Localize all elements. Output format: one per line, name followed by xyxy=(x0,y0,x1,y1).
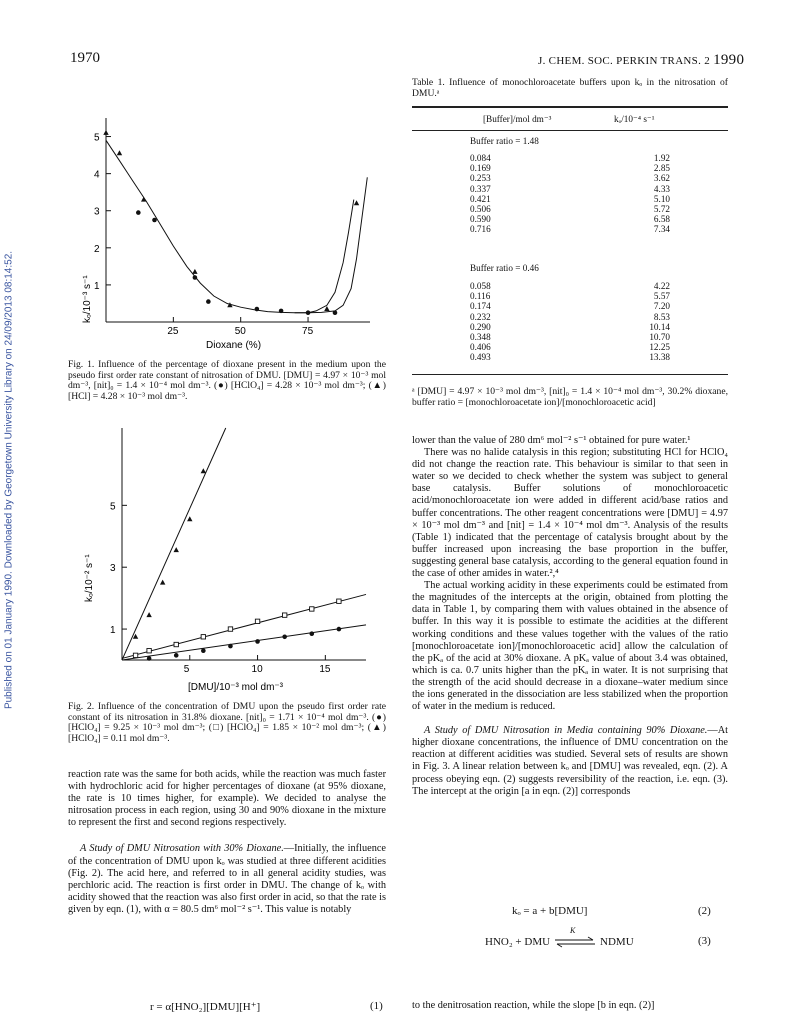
table-group-label: Buffer ratio = 1.48 xyxy=(470,136,539,146)
section-heading: A Study of DMU Nitrosation in Media containing 90% Dioxane. xyxy=(424,725,708,737)
data-point-triangle xyxy=(117,150,122,155)
data-point-circle xyxy=(206,299,211,304)
y-tick-label: 3 xyxy=(94,206,100,218)
data-point-circle xyxy=(333,310,338,315)
table-cell-buffer: 0.084 xyxy=(470,153,491,163)
x-tick-label: 5 xyxy=(183,664,190,675)
data-point-circle xyxy=(337,627,342,632)
data-point-triangle xyxy=(192,269,197,274)
table-cell-buffer: 0.506 xyxy=(470,204,491,215)
x-tick-label: 10 xyxy=(251,664,263,675)
table-col2-header: kₒ/10⁻⁴ s⁻¹ xyxy=(614,114,655,124)
data-point-circle xyxy=(152,218,157,223)
equilibrium-constant: K xyxy=(570,926,576,935)
table-cell-k: 12.25 xyxy=(649,342,670,353)
paragraph-body: —Initially, the influence of the concentration of DMU upon kₒ was studied at three different acidities (Fig. 2). The acid here, and referred to in all general acidity studies, was perchloric acid. The reaction is first order in DMU. The change of kₒ with acidity showed that the reaction was also first order in acid, so that the rate is given by eqn. (1), with α = 80.5 dm⁶ mol⁻² s⁻¹. This value is notably xyxy=(68,843,386,915)
table-cell-k: 5.57 xyxy=(653,291,670,302)
table-cell-k: 5.10 xyxy=(653,193,670,204)
data-point-triangle xyxy=(146,612,151,617)
table-row xyxy=(470,163,670,173)
paragraph-body: —At higher dioxane concentrations, the influence of DMU concentration on the reaction at different acidities was studied. Several sets of results are shown in Fig. 3. A linear relation between kₒ and [DMU] was revealed, eqn. (2). A process obeying eqn. (2) suggests reversibility of the reaction, i.e. eqn. (3). The intercept at the origin [a in eqn. (2)] corresponds xyxy=(412,725,728,797)
y-tick-label: 1 xyxy=(110,625,116,637)
figure-1-curves xyxy=(106,140,367,312)
table-cell-k: 1.92 xyxy=(653,153,670,163)
data-point-square xyxy=(310,607,314,611)
data-point-circle xyxy=(255,639,260,644)
data-point-triangle xyxy=(187,516,192,521)
equation-1-number: (1) xyxy=(370,1000,383,1012)
table-cell-buffer: 0.716 xyxy=(470,224,491,235)
data-point-triangle xyxy=(174,547,179,552)
table-row xyxy=(470,301,670,311)
x-tick-label: 25 xyxy=(167,326,179,337)
data-point-square xyxy=(337,599,341,603)
figure-2-fit-lines xyxy=(122,428,366,660)
data-point-square xyxy=(228,627,232,631)
table-cell-buffer: 0.590 xyxy=(470,214,491,225)
y-tick-label: 3 xyxy=(110,563,116,575)
journal-name: J. CHEM. SOC. PERKIN TRANS. 2 xyxy=(538,55,710,67)
table-row xyxy=(470,312,670,322)
equation-1: r = α[HNO₂][DMU][H⁺] xyxy=(150,1001,261,1013)
table-row xyxy=(470,291,670,301)
y-tick-label: 5 xyxy=(94,132,100,144)
table-row xyxy=(470,194,670,204)
equation-3 xyxy=(485,926,634,952)
table-cell-k: 5.72 xyxy=(653,204,670,215)
table-group-label: Buffer ratio = 0.46 xyxy=(470,263,539,273)
left-column-text xyxy=(68,769,386,916)
table-cell-buffer: 0.169 xyxy=(470,163,491,174)
download-watermark xyxy=(2,150,16,810)
paragraph: The actual working acidity in these experiments could be estimated from the magnitudes of the intercepts at the origin, obtained from plotting the data in Table 1, by comparing them with values obtained in the absence of buffer. In this way it is possible to estimate the acidities at the different working conditions and these values together with the values of the ratio [monochloroacetate ion]/[monochloroacetic acid] allow the calculation of the pKₐ of the acid at 30% dioxane. A pKₐ value of about 3.4 was obtained, which is ca. 0.7 units higher than the pKₐ in water. It is not surprising that the strength of the acid should decrease in a dioxane–water medium since the ions generated in the dissociation are less stabilized when the proportion of water in the medium is reduced. xyxy=(412,580,728,713)
table-col1-header: [Buffer]/mol dm⁻³ xyxy=(483,114,552,124)
table-1-title: Table 1. Influence of monochloroacetate buffers upon kₒ in the nitrosation of DMU.ᵃ xyxy=(412,77,728,99)
data-point-circle xyxy=(306,310,311,315)
data-point-square xyxy=(147,649,151,653)
figure-1-markers xyxy=(103,130,359,315)
table-group-2 xyxy=(470,281,670,363)
equation-3-left: HNO₂ + DMU xyxy=(485,936,551,948)
figure-2-plot xyxy=(70,422,390,694)
equation-3-right: NDMU xyxy=(600,936,634,948)
figure-2-xlabel: [DMU]/10⁻³ mol dm⁻³ xyxy=(188,682,284,693)
table-cell-k: 7.34 xyxy=(653,224,670,235)
data-point-circle xyxy=(136,210,141,215)
figure-1-xlabel: Dioxane (%) xyxy=(206,340,262,351)
fit-line xyxy=(122,594,366,658)
right-column-text xyxy=(412,435,728,798)
table-cell-buffer: 0.337 xyxy=(470,183,491,194)
figure-1-plot xyxy=(70,100,390,352)
table-cell-k: 4.33 xyxy=(653,183,670,194)
table-row xyxy=(470,224,670,234)
table-row xyxy=(470,322,670,332)
figure-2-ylabel: kₒ/10⁻² s⁻¹ xyxy=(84,554,95,602)
table-cell-buffer: 0.116 xyxy=(470,291,491,302)
table-row xyxy=(470,173,670,183)
data-point-circle xyxy=(201,648,206,653)
table-row xyxy=(470,153,670,163)
paragraph: reaction rate was the same for both acids, while the reaction was much faster with hydrochloric acid for higher percentages of dioxane (at 95% dioxane, the rate is 10 times higher, for example). We decided to analyse the nitrosation process in each region, using 30 and 90% dioxane in the mixture to represent the first and second regions respectively. xyxy=(68,769,386,829)
table-group-1 xyxy=(470,153,670,235)
data-point-square xyxy=(174,642,178,646)
data-point-square xyxy=(255,619,259,623)
x-tick-label: 50 xyxy=(234,326,246,337)
data-point-circle xyxy=(174,653,179,658)
table-cell-k: 8.53 xyxy=(653,311,670,322)
x-tick-label: 75 xyxy=(302,326,314,337)
table-row xyxy=(470,204,670,214)
table-1-footnote: ᵃ [DMU] = 4.97 × 10⁻³ mol dm⁻³, [nit]₀ = 1.4 × 10⁻⁴ mol dm⁻³, 30.2% dioxane, buffer ratio = [monochloroacetate ion]/[monochloroacetic acid] xyxy=(412,386,728,408)
figure-1-tick-labels xyxy=(94,133,314,337)
data-point-square xyxy=(282,613,286,617)
table-cell-k: 3.62 xyxy=(653,173,670,184)
fit-line xyxy=(122,428,226,660)
table-cell-buffer: 0.174 xyxy=(470,301,491,312)
figure-2-axes xyxy=(122,428,366,660)
journal-year: 1990 xyxy=(713,52,745,68)
data-point-triangle xyxy=(160,580,165,585)
paragraph-continued: to the denitrosation reaction, while the slope [b in eqn. (2)] xyxy=(412,1000,655,1011)
figure-1-axes xyxy=(106,118,370,322)
paragraph: lower than the value of 280 dm⁶ mol⁻² s⁻¹ obtained for pure water.¹ xyxy=(412,435,691,446)
data-point-triangle xyxy=(103,130,108,135)
equilibrium-arrows-icon xyxy=(553,926,597,952)
journal-header xyxy=(538,52,744,69)
figure-2-markers xyxy=(133,468,341,660)
table-cell-buffer: 0.406 xyxy=(470,342,491,353)
table-row xyxy=(470,332,670,342)
section-heading: A Study of DMU Nitrosation with 30% Dioxane. xyxy=(80,843,284,855)
table-cell-buffer: 0.493 xyxy=(470,352,491,363)
table-cell-k: 2.85 xyxy=(653,163,670,174)
table-cell-k: 13.38 xyxy=(649,352,670,363)
x-tick-label: 15 xyxy=(319,664,331,675)
table-row xyxy=(470,214,670,224)
table-cell-buffer: 0.348 xyxy=(470,332,491,343)
equation-2-number: (2) xyxy=(698,905,711,917)
table-cell-k: 10.70 xyxy=(649,332,670,343)
table-row xyxy=(470,342,670,352)
table-cell-buffer: 0.421 xyxy=(470,193,491,204)
paragraph: There was no halide catalysis in this region; substituting HCl for HClO₄ did not change the reaction rate. This behaviour is similar to that seen in water so we decided to check whether the system was subject to general base catalysis. Buffer solutions of monochloroacetic acid/monochloroacetate ion were added in different acid/base ratios and buffer concentrations. The other reagent concentrations were [DMU] = 4.97 × 10⁻³ mol dm⁻³ and [nit] = 1.4 × 10⁻⁴ mol dm⁻³. Analysis of the results (Table 1) indicated that the percentage of catalysis brought about by the buffer increased upon increasing the base proportion in the buffer, suggesting general base catalysis, according to the general equation found in the case of other amides in water.²,⁴ xyxy=(412,447,728,580)
data-point-square xyxy=(201,635,205,639)
fit-curve xyxy=(106,140,367,312)
figure-2-caption: Fig. 2. Influence of the concentration of DMU upon the pseudo first order rate constant of its nitrosation in 31.8% dioxane. [nit]₀ = 1.71 × 10⁻⁴ mol dm⁻³. (●) [HClO₄] = 9.25 × 10⁻³ mol dm⁻³; (□) [HClO₄] = 1.85 × 10⁻² mol dm⁻³; (▲) [HClO₄] = 0.11 mol dm⁻³. xyxy=(68,701,386,744)
data-point-triangle xyxy=(201,468,206,473)
equation-3-number: (3) xyxy=(698,935,711,947)
data-point-circle xyxy=(193,275,198,280)
data-point-circle xyxy=(309,631,314,636)
table-cell-buffer: 0.058 xyxy=(470,281,491,291)
y-tick-label: 4 xyxy=(94,169,100,181)
figure-2-tick-labels xyxy=(110,501,331,675)
paragraph-section-30 xyxy=(68,843,386,916)
y-tick-label: 2 xyxy=(94,243,100,255)
watermark-text: Published on 01 January 1990. Downloaded by Georgetown University Library on 24/09/2013 08:14:52. xyxy=(3,250,15,710)
equation-2: kₒ = a + b[DMU] xyxy=(512,905,588,917)
data-point-circle xyxy=(279,309,284,314)
figure-1-ylabel: kₒ/10⁻³ s⁻¹ xyxy=(82,275,93,323)
fit-line xyxy=(122,625,366,660)
data-point-circle xyxy=(255,307,260,312)
figure-1-caption: Fig. 1. Influence of the percentage of dioxane present in the medium upon the pseudo first order rate constant of nitrosation of DMU. [DMU] = 4.97 × 10⁻³ mol dm⁻³, [nit]₀ = 1.4 × 10⁻⁴ mol dm⁻³. (●) [HClO₄] = 4.28 × 10⁻³ mol dm⁻³; (▲) [HCl] = 4.28 × 10⁻³ mol dm⁻³. xyxy=(68,359,386,402)
page-number: 1970 xyxy=(70,50,100,66)
table-row xyxy=(470,281,670,291)
paragraph-section-90 xyxy=(412,725,728,798)
table-cell-buffer: 0.253 xyxy=(470,173,491,184)
table-rule-top xyxy=(412,106,728,108)
table-row xyxy=(470,184,670,194)
data-point-circle xyxy=(228,644,233,649)
table-cell-k: 10.14 xyxy=(649,321,670,332)
y-tick-label: 1 xyxy=(94,280,100,292)
table-rule-header xyxy=(412,130,728,131)
data-point-square xyxy=(133,653,137,657)
table-cell-k: 7.20 xyxy=(653,301,670,312)
data-point-triangle xyxy=(141,197,146,202)
table-rule-bottom xyxy=(412,374,728,375)
data-point-circle xyxy=(147,656,152,661)
fit-curve xyxy=(295,200,354,313)
table-row xyxy=(470,352,670,362)
y-tick-label: 5 xyxy=(110,501,116,513)
table-cell-k: 4.22 xyxy=(653,281,670,291)
data-point-circle xyxy=(282,635,287,640)
table-cell-buffer: 0.232 xyxy=(470,311,491,322)
table-cell-buffer: 0.290 xyxy=(470,321,491,332)
table-cell-k: 6.58 xyxy=(653,214,670,225)
data-point-triangle xyxy=(354,200,359,205)
